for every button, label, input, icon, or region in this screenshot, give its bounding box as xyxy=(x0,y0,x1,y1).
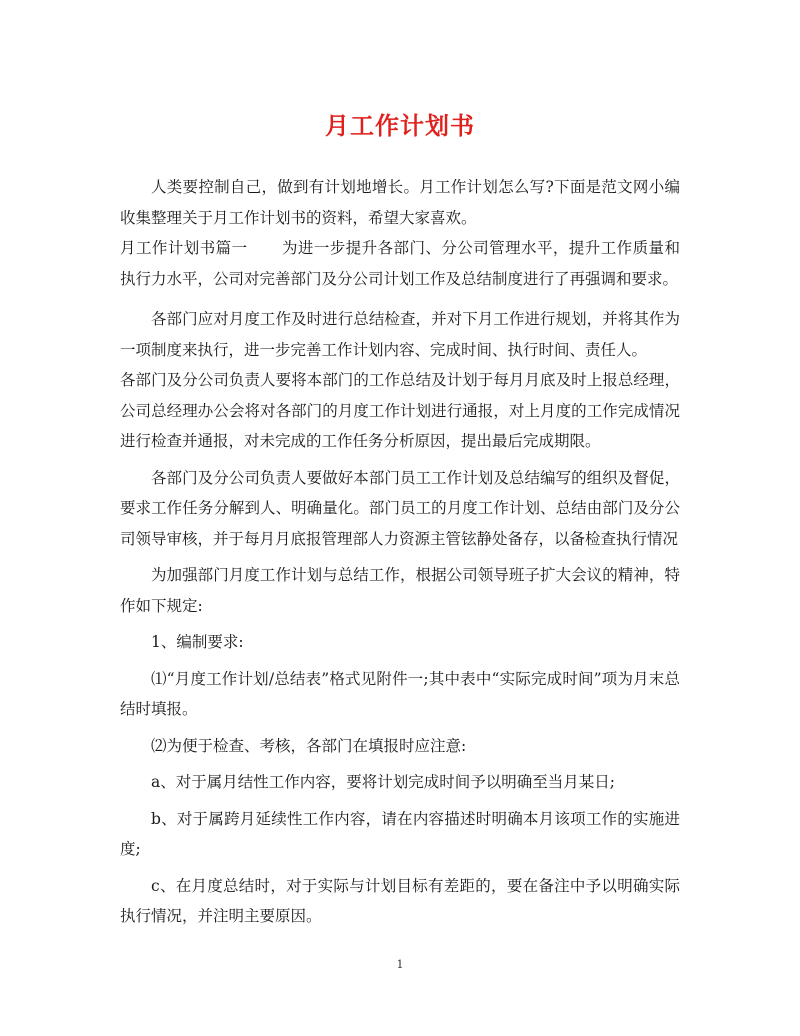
section-intro-text: 为进一步提升各部门、分公司管理水平，提升工作质量和执行力水平，公司对完善部门及分公司计划工作及总结制度进行了再强调和要求。 xyxy=(120,239,680,288)
list-item: a、对于属月结性工作内容，要将计划完成时间予以明确至当月某日; xyxy=(151,773,615,791)
list-item: ⑵为便于检查、考核，各部门在填报时应注意: xyxy=(151,736,467,755)
body-paragraph: 为加强部门月度工作计划与总结工作，根据公司领导班子扩大会议的精神，特作如下规定: xyxy=(120,566,680,615)
document-title: 月工作计划书 xyxy=(325,111,475,140)
body-paragraph: 各部门应对月度工作及时进行总结检查，并对下月工作进行规划，并将其作为一项制度来执行，进一步完善工作计划内容、完成时间、执行时间、责任人。 xyxy=(120,310,680,359)
section-paragraph xyxy=(120,233,680,294)
document-body xyxy=(120,172,680,938)
section-heading: 月工作计划书篇一 xyxy=(120,239,248,257)
body-paragraph: 各部门及分公司负责人要将本部门的工作总结及计划于每月月底及时上报总经理，公司总经理办公会将对各部门的月度工作计划进行通报，对上月度的工作完成情况进行检查并通报，对未完成的工作任务分析原因，提出最后完成期限。 xyxy=(120,371,680,450)
page-number: 1 xyxy=(396,958,404,971)
requirements-heading: 1、编制要求: xyxy=(151,633,244,651)
list-item: c、在月度总结时，对于实际与计划目标有差距的，要在备注中予以明确实际执行情况，并注明主要原因。 xyxy=(120,876,680,925)
body-paragraph: 各部门及分公司负责人要做好本部门员工工作计划及总结编写的组织及督促，要求工作任务分解到人、明确量化。部门员工的月度工作计划、总结由部门及分公司领导审核，并于每月月底报管理部人力资源主管铉静处备存，以备检查执行情况 xyxy=(120,468,680,548)
list-item: ⑴“月度工作计划/总结表”格式见附件一;其中表中“实际完成时间”项为月末总结时填报。 xyxy=(120,669,680,718)
intro-paragraph: 人类要控制自己，做到有计划地增长。月工作计划怎么写?下面是范文网小编收集整理关于月工作计划书的资料，希望大家喜欢。 xyxy=(120,178,680,227)
list-item: b、对于属跨月延续性工作内容，请在内容描述时明确本月该项工作的实施进度; xyxy=(120,809,680,858)
